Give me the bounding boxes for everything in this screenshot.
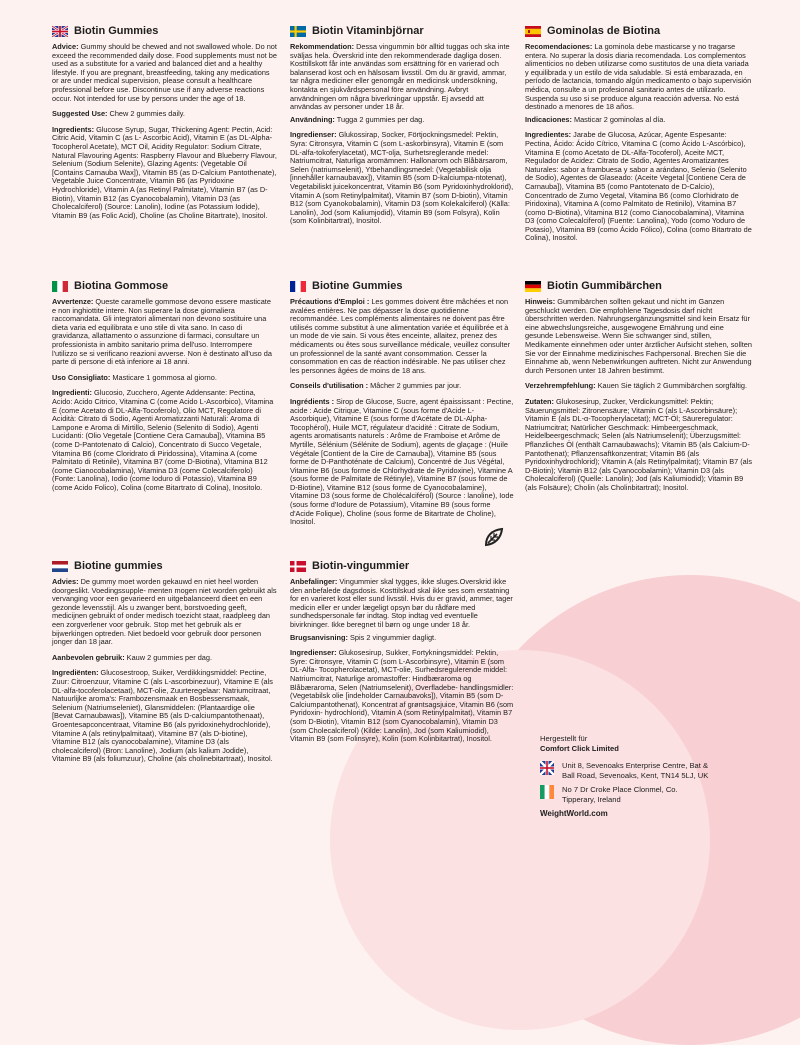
usage-label: Verzehrempfehlung: [525,381,596,391]
usage-text: Masticare 1 gommosa al giorno. [110,372,217,382]
ingredients-text: Sirop de Glucose, Sucre, agent épaississant : Pectine, acide : Acide Citrique, Vitamine C (sous forme d'Acide L-Ascorbique), Vitamine E (sous forme d'Acétate de DL-Alpha-Tocophérol), Huile MCT, régulateur d'acidité : Citrate de Sodium, agents aromatisants naturels : Arôme de Framboise et Arôme de Myrtille, Sélénium (Sélénite de Sodium), agents de glaçage : (Huile Végétale [Contient de la Cire de Carnauba]), Vitamine B5 (sous forme de D-Panthoténate de Calcium), Concentré de Jus Végétal, Vitamine B6 (sous forme de Chlorhydrate de Pyridoxine), Vitamine A (sous forme de Palmitate de Rétinyle), Vitamine B7 (sous forme de D-Biotine), Vitamine B12 (sous forme de Cyanocobalamine), Vitamine D3 (sous forme de Cholécalciférol) (Source : lanoline), Iode (sous forme d'Iodure de Potassium), Vitamine B9 (sous forme d'Acide Folique), Choline (sous forme de Bitartrate de Choline), Inositol. [290,396,514,527]
advice-text: Gummy should be chewed and not swallowed whole. Do not exceed the recommended daily dose. Food supplements must not be used as a substitute for a varied and balanced diet and a healthy lifestyle. If you are pregnant, breastfeeding, taking any medications or are under medical supervision, please consult a healthcare professional before use. Discontinue use if any adverse reactions occur. Not intended for use by persons under the age of 18. [52,42,277,103]
ingredients-label: Ingrediënten: [52,668,99,678]
advice-text: Dessa vingummin bör alltid tuggas och ska inte sväljas hela. Överskrid inte den rekommenderade dagliga dosen. Kosttillskott får inte användas som ersättning för en varierad och balanserad kost och en hälsosam livsstil. Om du är gravid, ammar, tar några mediciner eller genomgår en medicinsk undersökning, kontakta en sjukvårdspersonal före användning. Avbryt användningen om några biverkningar uppstår. Ej avsedd att användas av personer under 18 år. [290,42,510,112]
section-spanish [525,26,753,247]
usage-label: Användning: [290,114,335,124]
uk-flag-icon [52,26,68,37]
ingredients-label: Ingredienser: [290,648,337,658]
advice-label: Recomendaciones: [525,42,593,51]
usage-label: Aanbevolen gebruik: [52,652,125,662]
usage-text: Kauen Sie täglich 2 Gummibärchen sorgfältig. [595,381,748,391]
usage-label: Brugsanvisning: [290,632,348,642]
manufacturer-info [540,734,712,818]
advice-label: Rekommendation: [290,42,355,51]
ingredients-text: Glukossirap, Socker, Förtjockningsmedel: Pektin, Syra: Citronsyra, Vitamin C (som L-askorbinsyra), Vitamin E (som DL-alfa-tokoferylacetat), MCT-olja, Surhetsreglerande medel: Natriumcitrat, Naturliga aromämnen: Hallonarom och Blåbärsarom, Selen (natriumselenit), Ytbehandlingsmedel: (Vegetabilisk olja [innehåller karnaubavax]), Vitamin B5 (som D-kalciumpa-ntotenat), Vegetabiliskt juicekoncentrat, Vitamin B6 (som Pyridoxinhydroklorid), Vitamin A (som Retinylpalmitat), Vitamin B7 (som D-biotin), Vitamin B12 (som Cyanokobalamin), Vitamin D3 (som Kolekalciferol) (Källa: Lanolin), Jod (som Kaliumjodid), Vitamin B9 (som Folsyra), Kolin (som Kolinbitartrat), Inositol. [290,130,514,226]
advice-label: Hinweis: [525,297,556,306]
italy-flag-icon [52,281,68,292]
ingredients-label: Ingredienser: [290,130,337,140]
advice-label: Advies: [52,577,79,586]
recycle-icon [483,526,505,548]
section-title: Biotina Gommose [74,280,169,293]
germany-flag-icon [525,281,541,292]
ireland-address: No 7 Dr Croke Place Clonmel, Co. Tipperary, Ireland [562,785,678,804]
section-title: Biotin Gummibärchen [547,280,662,293]
ingredients-text: Glukosesirup, Zucker, Verdickungsmittel: Pektin; Säuerungsmittel: Zitronensäure; Vitamin C (als L-Ascorbinsäure); Vitamin E (als DL-α-Tocopherylacetat); MCT-Öl; Säureregulator: Natriumcitrat; Natürlicher Geschmack: Himbeergeschmack, Heidelbeergeschmack; Selen (als Natriumselenit); Überzugsmittel: Pflanzliches Öl (enthält Carnaubawachs); Vitamin B5 (als Calcium-D-Pantothenat); Pflanzensaftkonzentrat; Vitamin B6 (als Pyridoxinhydrochlorid); Vitamin A (als Retinylpalmitat); Vitamin B7 (als D-Biotin); Vitamin B12 (als Cyanocobalamin); Vitamin D3 (als Cholecalciferol) (Quelle: Lanolin); Jod (als Kaliumiodid); Vitamin B9 (als Folsäure); Cholin (als Cholinbitartrat); Inositol. [525,396,753,492]
ireland-flag-icon [540,785,554,799]
usage-label: Indicaciones: [525,114,572,124]
uk-flag-icon [540,761,554,775]
advice-text: Queste caramelle gommose devono essere masticate e non inghiottite intere. Non superare la dose giornaliera raccomandata. Gli integratori alimentari non devono sostituire una dieta varia ed equilibrata e uno stile di vita sano. In caso di gravidanza, allattamento o assunzione di farmaci, consultare un professionista in ambito sanitario prima dell'uso. Interrompere l'utilizzo se si verificano reazioni avverse. Non è destinato all'uso da parte di persone di età inferiore ai 18 anni. [52,297,272,367]
advice-label: Avvertenze: [52,297,94,306]
usage-label: Conseils d'utilisation : [290,381,369,391]
ingredients-text: Jarabe de Glucosa, Azúcar, Agente Espesante: Pectina, Ácido: Ácido Cítrico, Vitamina C (como Ácido L-Ascórbico), Vitamina E (como Acetato de DL-Alfa-Tocoferol), Aceite MCT, Regulador de Acidez: Citrato de Sodio, Agentes Aromatizantes Naturales: sabor a frambuesa y sabor a arándano, Selenio (Selenito de Sodio), Agentes de Glaseado: (Aceite Vegetal [Contiene Cera de Carnauba]), Vitamina B5 (como Pantotenato de D-Calcio), Concentrado de Zumo Vegetal, Vitamina B6 (como Clorhidrato de Piridoxina), Vitamina A (como Palmitato de Retinilo), Vitamina B7 (como D-Biotina), Vitamina B12 (como Cianocobalamina), Vitamina D3 (como Colecalciferol) (Fuente: Lanolina), Yodo (como Yoduro de Potasio), Vitamina B9 (como Ácido Fólico), Colina (como Bitartrato de Colina), Inositol. [525,130,752,243]
ingredients-text: Glucosio, Zucchero, Agente Addensante: Pectina, Acido: Acido Citrico, Vitamina C (come Acido L-Ascorbico), Vitamina E (come Acetato di DL-Alfa-Tocoferolo), Olio MCT, Regolatore di Acidità: Citrato di Sodio, Agenti Aromatizzanti Naturali: Aroma di Lampone e Aroma di Mirtillo, Selenio (Selenito di Sodio), Agenti Lucidanti: (Olio Vegetale [Contiene Cera Carnauba]), Vitamina B5 (come D-Pantotenato di Calcio), Concentrato di Succo Vegetale, Vitamina B6 (come Cloridrato di Piridossina), Vitamina A (come Palmitato di Retinile), Vitamina B7 (come D-Biotina), Vitamina B12 (come Cianocobalamina), Vitamina D3 (come Colecalciferolo) (Fonte: Lanolina), Iodio (come Ioduro di Potassio), Vitamina B9 (come Acido Folico), Colina (come Bitartrato di Colina), Inositolo. [52,388,274,492]
advice-text: Les gommes doivent être mâchées et non avalées entières. Ne pas dépasser la dose quotidienne recommandée. Les compléments alimentaires ne doivent pas être utilisés comme substitut à une alimentation variée et équilibrée et à un mode de vie sain. Si vous êtes enceinte, allaitez, prenez des médicaments ou êtes sous surveillance médicale, veuillez consulter un professionnel de la santé avant consommation. Cesser la consommation en cas de réaction indésirable. Ne pas utiliser chez les personnes âgées de moins de 18 ans. [290,297,511,375]
usage-label: Uso Consigliato: [52,372,111,382]
usage-text: Chew 2 gummies daily. [107,109,185,119]
section-dutch [52,561,277,768]
denmark-flag-icon [290,561,306,572]
advice-text: De gummy moet worden gekauwd en niet heel worden doorgeslikt. Voedingssupple- menten mogen niet worden gebruikt als vervanging voor een gevarieerd en uitgebalanceerd dieet en een gezonde levensstijl. Als u zwanger bent, borstvoeding geeft, medicijnen gebruikt of onder medisch toezicht staat, raadpleeg dan een zorgverlener voor gebruik. Stop met het gebruik als er bijwerkingen optreden. Niet bedoeld voor gebruik door personen jonger dan 18 jaar. [52,577,277,647]
advice-label: Précautions d'Emploi : [290,297,370,306]
advice-label: Advice: [52,42,79,51]
section-swedish [290,26,515,230]
section-english [52,26,277,224]
section-italian [52,281,277,496]
uk-address: Unit 8, Sevenoaks Enterprise Centre, Bat & Ball Road, Sevenoaks, Kent, TN14 5LJ, UK [562,761,709,780]
website-link[interactable]: WeightWorld.com [540,808,608,818]
section-title: Biotine gummies [74,560,163,573]
advice-label: Anbefalinger: [290,577,338,586]
ingredients-text: Glucose Syrup, Sugar, Thickening Agent: Pectin, Acid: Citric Acid, Vitamin C (as L- Ascorbic Acid), Vitamin E (as DL-Alpha-Tocopherol Acetate), MCT Oil, Acidity Regulator: Sodium Citrate, Natural Flavouring Agents: Raspberry Flavour and Blueberry Flavour, Selenium (Sodium Selenite), Glazing Agents: (Vegetable Oil [Contains Carnauba Wax]), Vitamin B5 (as D-Calcium Pantothenate), Vegetable Juice Concentrate, Vitamin B6 (as Pyridoxine Hydrochloride), Vitamin A (as Retinyl Palmitate), Vitamin B7 (as D-Biotin), Vitamin B12 (as Cyanocobalamin), Vitamin D3 (as Cholecalciferol) (Source: Lanolin), Iodine (as Potassium Iodide), Vitamin B9 (as Folic Acid), Choline (as Choline Bitartrate), Inositol. [52,124,277,220]
ingredients-label: Ingredientes: [525,130,572,140]
netherlands-flag-icon [52,561,68,572]
advice-text: La gominola debe masticarse y no tragarse entera. No superar la dosis diaria recomendada. Los complementos alimenticios no deben utilizarse como sustitutos de una dieta variada y equilibrada y un estilo de vida saludable. Si está embarazada, en período de lactancia, tomando algún medicamento o bajo supervisión médica, consulte a un profesional sanitario antes de utilizarlo. Suspenda su uso si se produce alguna reacción adversa. No está destinado a menores de 18 años. [525,42,752,112]
section-title: Gominolas de Biotina [547,25,661,38]
usage-text: Spis 2 vingummier dagligt. [347,632,437,642]
advice-text: Gummibärchen sollten gekaut und nicht im Ganzen geschluckt werden. Die empfohlene Tagesdosis darf nicht überschritten werden. Nahrungsergänzungsmittel sind kein Ersatz für eine abwechslungsreiche, ausgewogene Ernährung und eine gesunde Lebensweise. Wenn Sie schwanger sind, stillen, Medikamente einnehmen oder unter ärztlicher Aufsicht stehen, sollten Sie vor der Einnahme medizinisches Fachpersonal. Brechen Sie die Einnahme ab, wenn Nebenwirkungen auftreten. Nicht zur Anwendung durch Personen unter 18 Jahren bestimmt. [525,297,752,375]
usage-text: Tugga 2 gummies per dag. [334,114,425,124]
section-french [290,281,515,531]
advice-text: Vingummier skal tygges, ikke sluges.Overskrid ikke den anbefalede dagsdosis. Kosttilskud skal ikke ses som erstatning for en varieret kost eller sund livsstil. Hvis du er gravid, ammer, tager medicin eller er under lægeligt opsyn bør du rådføre med sundhedspersonale før indtag. Stop indtag ved eventuelle bivirkninger. Ikke beregnet til børn og unge under 18 år. [290,577,513,629]
ingredients-label: Ingredients: [52,124,95,134]
section-title: Biotine Gummies [312,280,403,293]
usage-text: Masticar 2 gominolas al día. [571,114,666,124]
sweden-flag-icon [290,26,306,37]
section-title: Biotin Vitaminbjörnar [312,25,424,38]
ingredients-text: Glukosesirup, Sukker, Fortykningsmiddel: Pektin, Syre: Citronsyre, Vitamin C (som L-Ascorbinsyre), Vitamin E (som DL-Alfa- Tocopherolacetat), MCT-olie, Surhedsregulerende middel: Natriumcitrat, Naturlige aromastoffer: Hindbæraroma og Blåbæraroma, Selen (Natriumselenit), Overfladebe- handlingsmidler: (Vegetabilsk olie [indeholder Carnaubavoks]), Vitamin B5 (som D-Calciumpantothenat), Koncentrat af grøntsagsjuice, Vitamin B6 (som Pyridoxin- hydrochlorid), Vitamin A (som Retinylpalmitat), Vitamin B7 (som D-Biotin), Vitamin B12 (som Cyanocobalamin), Vitamin D3 (som Cholecalciferol) (Kilde: Lanolin), Jod (som Kaliumiodid), Vitamin B9 (som Folinsyre), Kolin (som Kolinbitartrat), Inositol. [290,648,514,744]
section-danish [290,561,515,748]
france-flag-icon [290,281,306,292]
section-german [525,281,753,496]
usage-text: Kauw 2 gummies per dag. [124,652,212,662]
ingredients-label: Ingredienti: [52,388,92,398]
section-title: Biotin Gummies [74,25,159,38]
spain-flag-icon [525,26,541,37]
ingredients-text: Glucosestroop, Suiker, Verdikkingsmiddel: Pectine, Zuur: Citroenzuur, Vitamine C (als L-ascorbinezuur), Vitamine E (als DL-alfa-tocoferolacetaat), MCT-olie, Zuurteregelaar: Natriumcitraat, Natuurlijke aroma's: Frambozensmaak en Bosbessensmaak, Selenium (Natriumseleniet), Glansmiddelen: (Plantaardige olie [Bevat Carnaubawas]), Vitamine B5 (als D-calciumpantothenaat), Groentesapconcentraat, Vitamine B6 (als pyridoxinehydrochloride), Vitamine A (als retinylpalmitaat), Vitamine B7 (als D-biotine), Vitamine B12 (als cyanocobalamine), Vitamine D3 (als cholecalciferol) (Bron: Lanoline), Jodium (als kalium Jodide), Vitamine B9 (als foliumzuur), Choline (als cholinebitartraat), Inositol. [52,668,273,764]
usage-label: Suggested Use: [52,109,108,119]
ingredients-label: Ingrédients : [290,396,335,406]
made-for-label: Hergestellt für [540,734,588,743]
ingredients-label: Zutaten: [525,396,554,406]
usage-text: Mâcher 2 gummies par jour. [368,381,462,391]
company-name: Comfort Click Limited [540,743,619,753]
section-title: Biotin-vingummier [312,560,410,573]
